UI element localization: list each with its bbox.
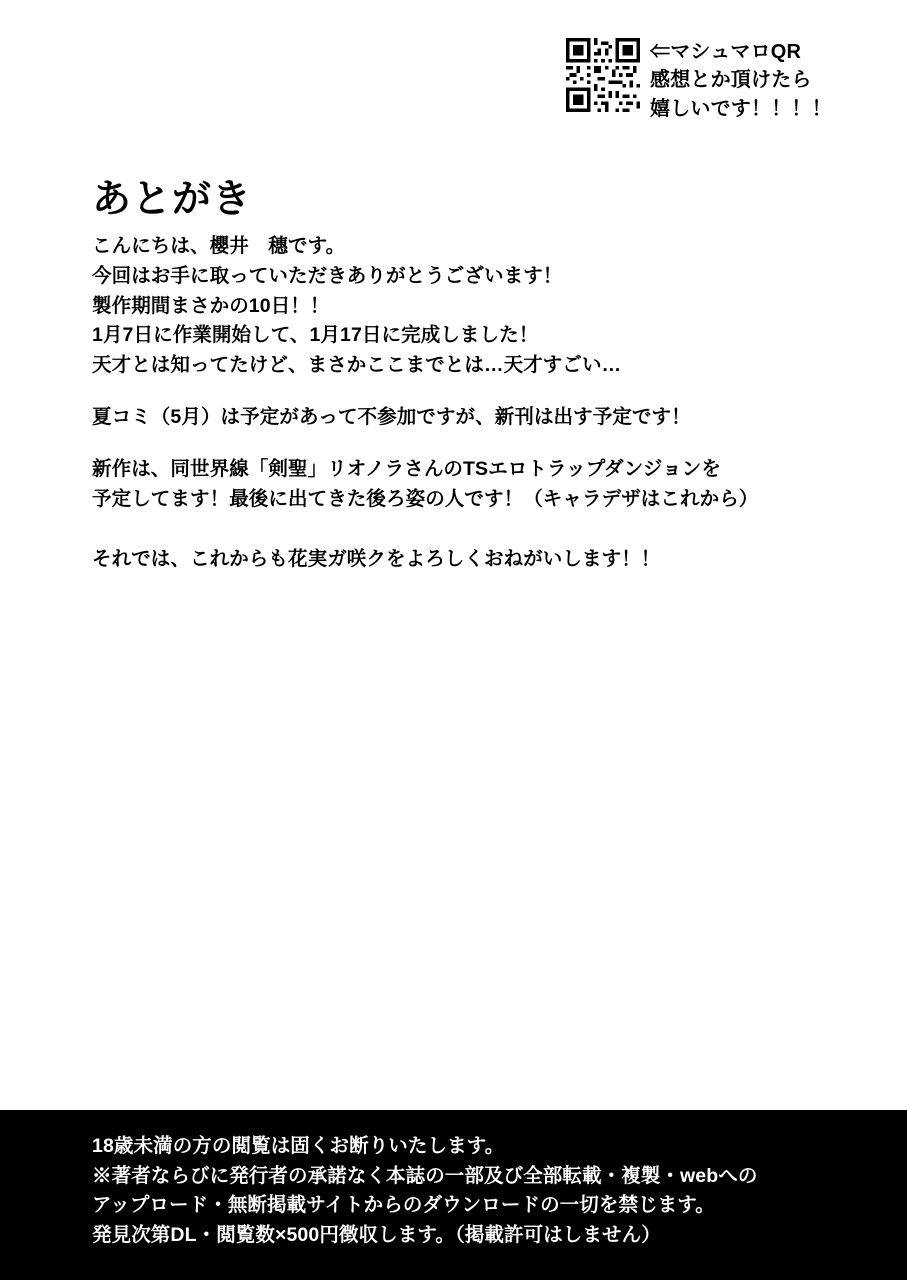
legal-notice-line: 18歳未満の方の閲覧は固くお断りいたします。	[92, 1135, 505, 1157]
paragraph-spacer	[92, 433, 872, 455]
afterword-line: 予定してます！最後に出てきた後ろ姿の人です！（キャラデザはこれから）	[92, 487, 759, 510]
afterword-line: 天才とは知ってたけど、まさかここまでとは…天才すごい…	[92, 354, 622, 377]
marshmallow-qr-block	[566, 38, 832, 123]
afterword-line: 今回はお手に取っていただきありがとうございます！	[92, 264, 563, 287]
qr-code-icon[interactable]	[566, 38, 640, 112]
qr-caption-line-1: ⇐マシュマロQR	[650, 41, 802, 63]
legal-notice-line: ※著者ならびに発行者の承諾なく本誌の一部及び全部転載・複製・webへの	[92, 1164, 758, 1187]
legal-notice-text	[92, 1132, 882, 1251]
afterword-line: こんにちは、櫻井 穗です。	[92, 235, 346, 257]
page-title: あとがき	[92, 178, 253, 221]
afterword-line: それでは、これからも花実ガ咲クをよろしくおねがいします！！	[92, 547, 661, 570]
paragraph-spacer	[92, 381, 872, 403]
afterword-line: 新作は、同世界線「剣聖」リオノラさんのTSエロトラップダンジョンを	[92, 457, 721, 480]
afterword-line: 1月7日に作業開始して、1月17日に完成しました！	[92, 324, 539, 347]
afterword-line: 製作期間まさかの10日！！	[92, 294, 330, 317]
qr-code-image	[566, 38, 640, 112]
qr-caption-line-2: 感想とか頂けたら	[650, 69, 812, 92]
afterword-line: 夏コミ（5月）は予定があって不参加ですが、新刊は出す予定です！	[92, 406, 691, 429]
legal-notice-banner	[0, 1110, 907, 1280]
legal-notice-line: 発見次第DL・閲覧数×500円徴収します。（掲載許可はしません）	[92, 1223, 661, 1246]
paragraph-spacer	[92, 515, 872, 545]
qr-caption	[650, 38, 832, 123]
legal-notice-line: アップロード・無断掲載サイトからのダウンロードの一切を禁じます。	[92, 1194, 715, 1217]
afterword-body	[92, 232, 872, 574]
qr-caption-line-3: 嬉しいです！！！！	[650, 97, 832, 120]
